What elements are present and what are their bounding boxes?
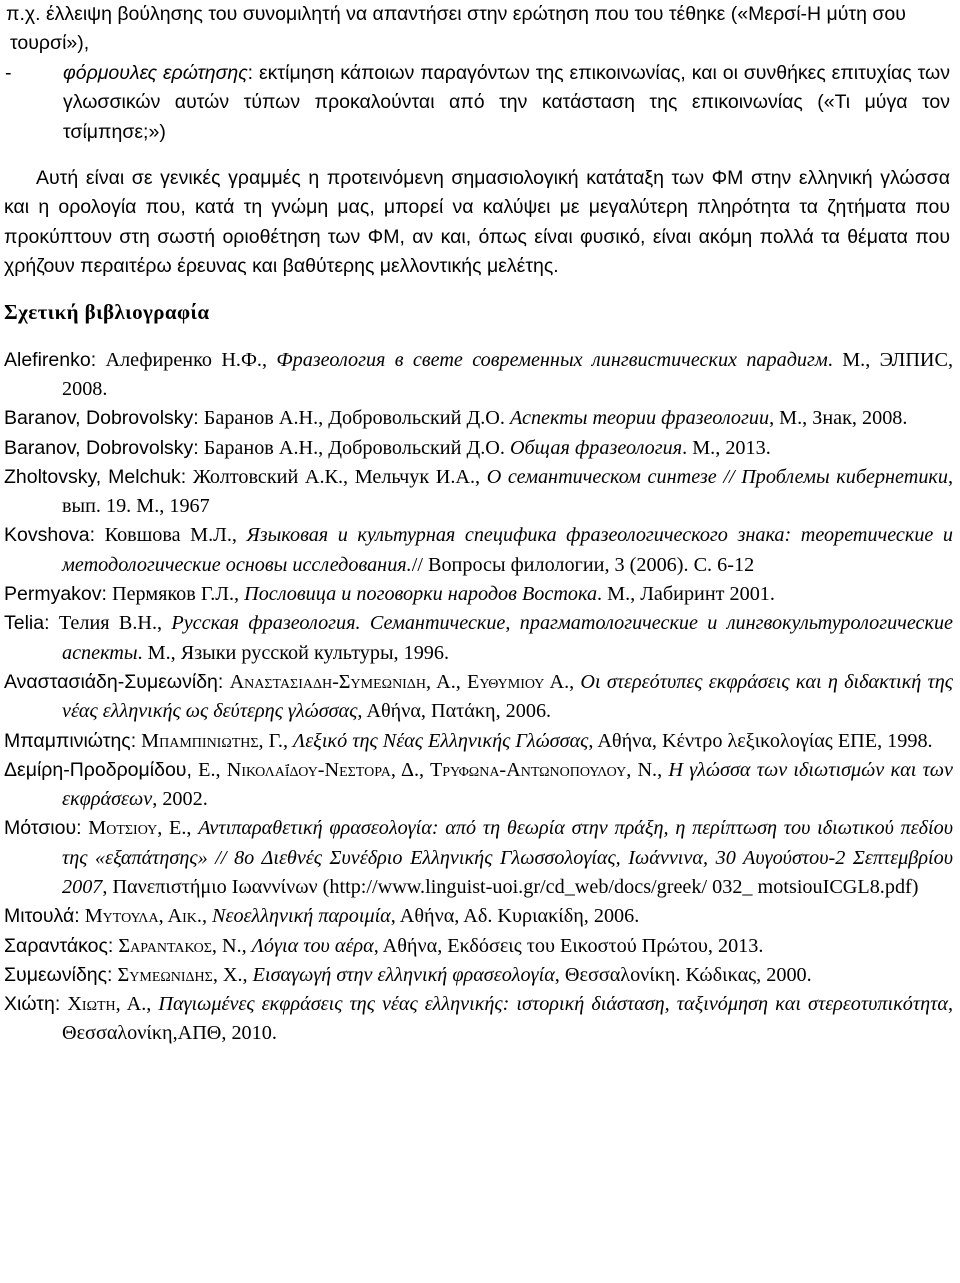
reference-author: Alefirenko: — [4, 348, 97, 371]
reference-author: Baranov, Dobrovolsky: — [4, 407, 199, 430]
reference-entry: Σαραντάκος: Σαραντακος, Ν., Λόγια του αέρα, Αθήνα, Εκδόσεις του Εικοστού Πρώτου, 2013. — [4, 934, 764, 957]
reference-names: Χιωτη, Α. — [67, 993, 147, 1016]
reference-details: . М., ЭЛПИС, 2008. — [62, 348, 954, 400]
reference-names: Пермяков Г.Л. — [112, 583, 235, 606]
reference-names: Жолтовский А.К., Мельчук И.А. — [192, 465, 476, 488]
reference-author: Σαραντάκος: — [4, 934, 114, 957]
reference-author: Permyakov: — [4, 583, 107, 606]
reference-details: // Вопросы филологии, 3 (2006). С. 6-12 — [411, 553, 755, 576]
reference-names: Αναστασιαδη-Συμεωνιδη, Α., Ευθυμιου Α. — [229, 670, 570, 693]
reference-title: О семантическом синтезе // Проблемы кибернетики — [486, 465, 948, 488]
reference-title: Λεξικό της Νέας Ελληνικής Γλώσσας — [293, 729, 589, 752]
list-item — [5, 59, 950, 147]
reference-entry: Kovshova: Ковшова М.Л., Языковая и культурная специфика фразеологического знака: теоретические и методологические основы исследования.// Вопросы филологии, 3 (2006). С. 6-12 — [4, 524, 954, 576]
reference-details: . М., Лабиринт 2001. — [597, 583, 775, 606]
reference-details: , Αθήνα, Εκδόσεις του Εικοστού Πρώτου, 2013. — [373, 934, 764, 957]
reference-title: Αντιπαραθετική φρασεολογία: από τη θεωρία στην πράξη, η περίπτωση του ιδιωτικού πεδίου της «εξαπάτησης» // 8ο Διεθνές Συνέδριο Ελληνικής Γλωσσολογίας, Ιωάννινα, 30 Αυγούστου-2 Σεπτεμβρίου 2007 — [62, 817, 954, 898]
reference-author: Χιώτη: — [4, 993, 61, 1016]
reference-names: Σαραντακος, Ν. — [118, 934, 242, 957]
reference-author: Kovshova: — [4, 524, 96, 547]
reference-names: Ε., Νικολαΐδου-Νεστορα, Δ., Τρυφωνα-Αντωνοπουλου, Ν. — [198, 758, 658, 781]
reference-title: Λόγια του αέρα — [251, 934, 374, 957]
reference-names: Ковшова М.Л. — [104, 524, 232, 547]
reference-title: Νεοελληνική παροιμία — [212, 905, 391, 928]
reference-names: Баранов А.Н., Добровольский Д.О. — [203, 436, 505, 459]
reference-entry: Μότσιου: Μοτσιου, Ε., Αντιπαραθετική φρασεολογία: από τη θεωρία στην πράξη, η περίπτωση του ιδιωτικού πεδίου της «εξαπάτησης» // 8ο Διεθνές Συνέδριο Ελληνικής Γλωσσολογίας, Ιωάννινα, 30 Αυγούστου-2 Σεπτεμβρίου 2007, Πανεπιστήμιο Ιωαννίνων (http://www.linguist-uoi.gr/cd_web/docs/greek/ 032_ motsiouICGL8.pdf) — [4, 817, 954, 898]
reference-details: , Θεσσαλονίκη. Κώδικας, 2000. — [554, 963, 812, 986]
reference-names: Баранов А.Н., Добровольский Д.О. — [203, 407, 505, 430]
reference-title: Общая фразеология — [509, 436, 683, 459]
reference-details: , Θεσσαλονίκη,ΑΠΘ, 2010. — [62, 993, 954, 1045]
reference-details: . М., Языки русской культуры, 1996. — [137, 641, 450, 664]
bibliography-heading: Σχετική βιβλιογραφία — [4, 299, 210, 324]
reference-title: Παγιωμένες εκφράσεις της νέας ελληνικής: ιστορική διάσταση, ταξινόμηση και στερεοτυπικότητα — [158, 993, 948, 1016]
reference-entry: Χιώτη: Χιωτη, Α., Παγιωμένες εκφράσεις της νέας ελληνικής: ιστορική διάσταση, ταξινόμηση και στερεοτυπικότητα, Θεσσαλονίκη,ΑΠΘ, 2010. — [4, 993, 954, 1045]
reference-title: Фразеология в свете современных лингвистических парадигм — [276, 348, 828, 371]
reference-author: Baranov, Dobrovolsky: — [4, 436, 199, 459]
reference-details: , 2002. — [152, 788, 208, 811]
reference-entry: Συμεωνίδης: Συμεωνιδης, Χ., Εισαγωγή στην ελληνική φρασεολογία, Θεσσαλονίκη. Κώδικας, 2000. — [4, 963, 812, 986]
reference-names: Μπαμπινιωτης, Γ. — [141, 729, 283, 752]
reference-details: , Αθήνα, Πατάκη, 2006. — [357, 700, 552, 723]
example-line: π.χ. έλλειψη βούλησης του συνομιλητή να απαντήσει στην ερώτηση που του τέθηκε («Μερσί-Η μύτη σου τουρσί»), — [6, 3, 906, 55]
reference-title: Η γλώσσα των ιδιωτισμών και των εκφράσεων — [62, 758, 954, 811]
reference-title: Пословица и поговорки народов Востока — [244, 583, 598, 606]
reference-details: , Αθήνα, Κέντρο λεξικολογίας ΕΠΕ, 1998. — [588, 729, 933, 752]
reference-details: . М., 2013. — [682, 436, 771, 459]
list-item-term: φόρμουλες ερώτησης — [63, 61, 248, 84]
reference-title: Εισαγωγή στην ελληνική φρασεολογία — [252, 963, 555, 986]
reference-author: Δεμίρη-Προδρομίδου, — [4, 758, 192, 781]
reference-entry: Μπαμπινιώτης: Μπαμπινιωτης, Γ., Λεξικό της Νέας Ελληνικής Γλώσσας, Αθήνα, Κέντρο λεξικολογίας ΕΠΕ, 1998. — [4, 729, 933, 752]
bibliography-list — [0, 346, 960, 1049]
reference-title: Русская фразеология. Семантические, прагматологические и лингвокультурологические аспекты — [62, 612, 954, 664]
reference-details: , Πανεπιστήμιο Ιωαννίνων (http://www.linguist-uoi.gr/cd_web/docs/greek/ 032_ motsiouICGL8.pdf) — [102, 876, 919, 898]
reference-author: Μιτουλά: — [4, 905, 80, 928]
reference-names: Μοτσιου, Ε. — [88, 817, 187, 840]
reference-names: Телия В.Н. — [58, 612, 158, 635]
reference-title: Аспекты теории фразеологии — [509, 407, 770, 430]
reference-names: Συμεωνιδης, Χ. — [117, 963, 243, 986]
reference-details: , вып. 19. М., 1967 — [62, 465, 954, 518]
reference-author: Telia: — [4, 612, 50, 635]
reference-entry — [4, 404, 953, 433]
reference-author: Συμεωνίδης: — [4, 963, 113, 986]
reference-names: Μυτουλα, Αικ. — [84, 905, 202, 928]
reference-author: Αναστασιάδη-Συμεωνίδη: — [4, 670, 224, 693]
reference-entry: Zholtovsky, Melchuk: Жолтовский А.К., Мельчук И.А., О семантическом синтезе // Проблемы кибернетики, вып. 19. М., 1967 — [4, 465, 954, 518]
reference-details: , Αθήνα, Αδ. Κυριακίδη, 2006. — [390, 905, 640, 928]
reference-names: Алефиренко Н.Ф. — [105, 348, 262, 371]
reference-details: , М., Знак, 2008. — [769, 407, 908, 430]
reference-entry — [4, 434, 953, 463]
reference-entry: Alefirenko: Алефиренко Н.Ф., Фразеология в свете современных лингвистических парадигм. М., ЭЛПИС, 2008. — [4, 348, 954, 400]
reference-entry: Αναστασιάδη-Συμεωνίδη: Αναστασιαδη-Συμεωνιδη, Α., Ευθυμιου Α., Οι στερεότυπες εκφράσεις και η διδακτική της νέας ελληνικής ως δεύτερης γλώσσας, Αθήνα, Πατάκη, 2006. — [4, 670, 953, 723]
body-paragraph: Αυτή είναι σε γενικές γραμμές η προτεινόμενη σημασιολογική κατάταξη των ΦΜ στην ελληνική γλώσσα και η ορολογία που, κατά τη γνώμη μας, μπορεί να καλύψει με μεγαλύτερη πληρότητα τα ζητήματα που προκύπτουν στη σωστή οριοθέτηση των ΦΜ, αν και, όπως είναι φυσικό, είναι ακόμη πολλά τα θέματα που χρήζουν περαιτέρω έρευνας και βαθύτερης μελλοντικής μελέτης. — [4, 167, 950, 278]
reference-entry: Μιτουλά: Μυτουλα, Αικ., Νεοελληνική παροιμία, Αθήνα, Αδ. Κυριακίδη, 2006. — [4, 905, 640, 928]
reference-author: Μπαμπινιώτης: — [4, 729, 137, 752]
reference-title: Языковая и культурная специфика фразеологического знака: теоретические и методологические основы исследования. — [62, 524, 954, 576]
reference-entry: Permyakov: Пермяков Г.Л., Пословица и поговорки народов Востока. М., Лабиринт 2001. — [4, 583, 775, 606]
list-item-text: : εκτίμηση κάποιων παραγόντων της επικοινωνίας, και οι συνθήκες επιτυχίας των γλωσσικών αυτών τύπων προκαλούνται από την κατάσταση της επικοινωνίας («Τι μύγα τον τσίμπησε;») — [63, 61, 950, 143]
reference-entry: Telia: Телия В.Н., Русская фразеология. Семантические, прагматологические и лингвокультурологические аспекты. М., Языки русской культуры, 1996. — [4, 612, 954, 664]
reference-author: Zholtovsky, Melchuk: — [4, 465, 187, 488]
reference-title: Οι στερεότυπες εκφράσεις και η διδακτική της νέας ελληνικής ως δεύτερης γλώσσας — [62, 670, 953, 723]
reference-entry: Δεμίρη-Προδρομίδου, Ε., Νικολαΐδου-Νεστορα, Δ., Τρυφωνα-Αντωνοπουλου, Ν., Η γλώσσα των ιδιωτισμών και των εκφράσεων, 2002. — [4, 758, 954, 811]
list-dash: - — [5, 61, 12, 84]
reference-author: Μότσιου: — [4, 817, 82, 840]
examples-block — [0, 0, 960, 282]
